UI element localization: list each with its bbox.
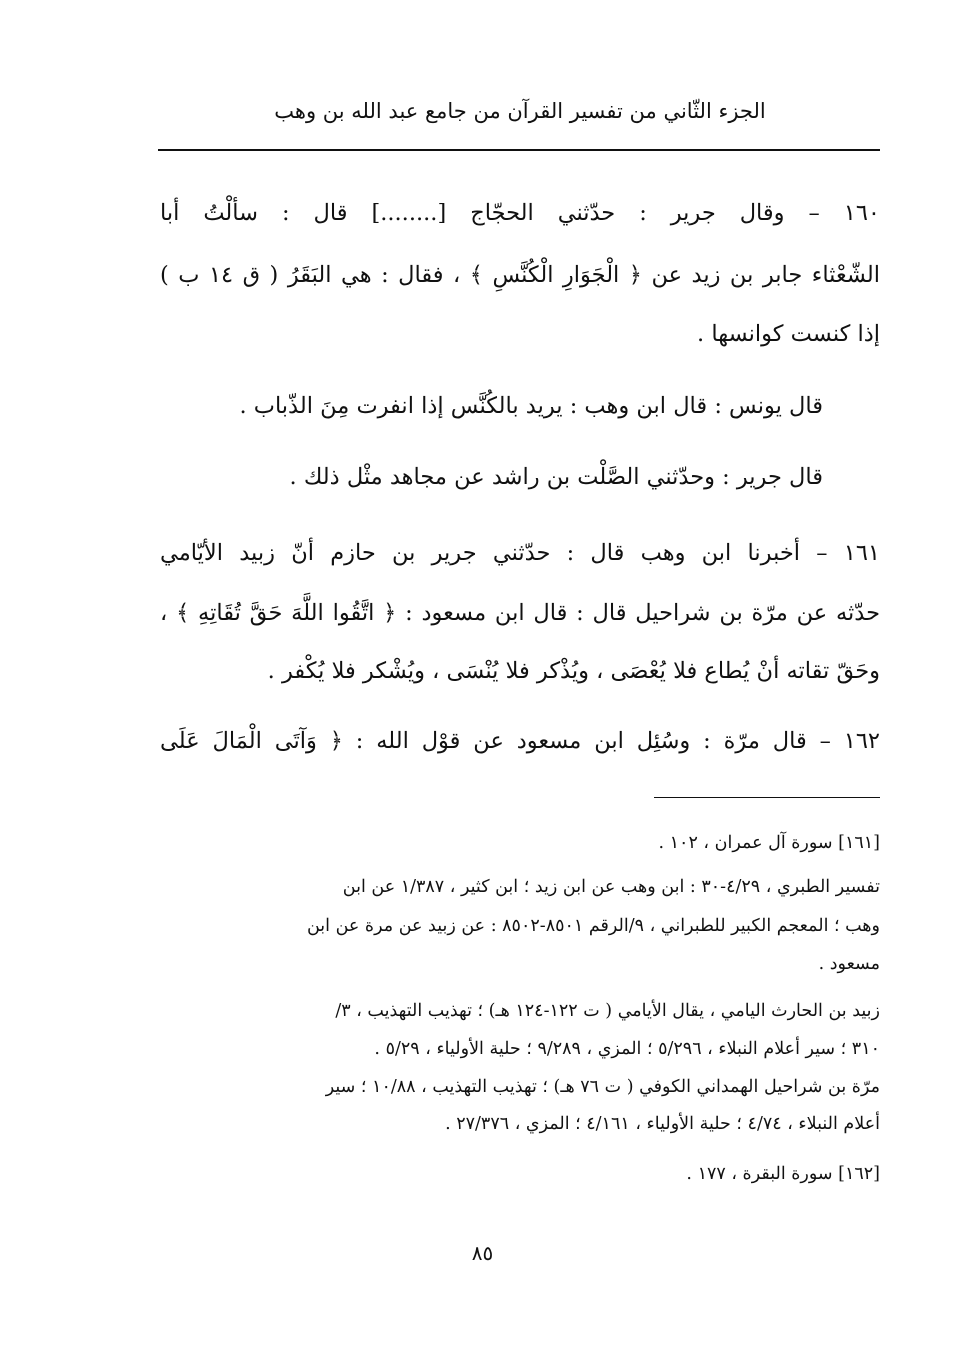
body-line-9: ١٦٢ – قال مرّة : وسُئِل ابن مسعود عن قوْل الله : ﴿ وَآتَى الْمَالَ عَلَى [160, 728, 880, 754]
footnote-divider [654, 797, 880, 798]
body-line-8: وحَقّ تقاته أنْ يُطاع فلا يُعْصَى ، ويُذْكر فلا يُنْسَى ، ويُشْكر فلا يُكْفر . [267, 658, 880, 684]
footnote-line-7: مرّة بن شراحيل الهمداني الكوفي ( ت ٧٦ هـ) ؛ تهذيب التهذيب ، ١٠/٨٨ ؛ سير [325, 1077, 880, 1097]
footnote-line-1: [١٦١] سورة آل عمران ، ١٠٢ . [658, 833, 880, 853]
footnote-line-9: [١٦٢] سورة البقرة ، ١٧٧ . [686, 1164, 880, 1184]
footnote-line-8: أعلام النبلاء ، ٤/٧٤ ؛ حلية الأولياء ، ٤/١٦١ ؛ المزي ، ٢٧/٣٧٦ . [445, 1114, 880, 1134]
body-line-3: إذا كنست كوانسها . [697, 321, 880, 347]
footnote-line-4: مسعود . [818, 954, 880, 974]
body-line-7: حدّثه عن مرّة بن شراحيل قال : قال ابن مسعود : ﴿ اتَّقُوا اللَّهَ حَقَّ تُقَاتِهِ ﴾ ، [160, 600, 880, 626]
body-line-6: ١٦١ – أخبرنا ابن وهب قال : حدّثني جرير بن حازم أنّ زبيد الأيّامي [160, 540, 880, 566]
page-number: ٨٥ [471, 1241, 494, 1265]
body-line-2: الشّعْثاء جابر بن زيد عن ﴿ الْجَوَارِ الْكُنَّسِ ﴾ ، فقال : هي البَقَرُ ( ق ١٤ ب ) [160, 262, 881, 288]
footnote-line-3: وهب ؛ المعجم الكبير للطبراني ، ٩/الرقم ٨٥٠١-٨٥٠٢ : عن زبيد عن مرة عن ابن [306, 916, 880, 936]
footnote-line-5: زبيد بن الحارث اليامي ، يقال الأيامي ( ت ١٢٢-١٢٤ هـ) ؛ تهذيب التهذيب ، ٣/ [335, 1001, 880, 1021]
body-line-4: قال يونس : قال ابن وهب : يريد بالكُنَّس إذا انفرت مِنَ الذّباب . [239, 393, 823, 419]
footnote-line-6: ٣١٠ ؛ سير أعلام النبلاء ، ٥/٢٩٦ ؛ المزي ، ٩/٢٨٩ ؛ حلية الأولياء ، ٥/٢٩ . [374, 1039, 880, 1059]
body-line-1: ١٦٠ – وقال جرير : حدّثني الحجّاج [........] قال : سألْتُ أبا [160, 200, 880, 226]
running-header: الجزء الثّاني من تفسير القرآن من جامع عبد الله بن وهب [274, 99, 766, 123]
body-line-5: قال جرير : وحدّثني الصَّلْت بن راشد عن مجاهد مثْل ذلك . [289, 464, 823, 490]
footnote-line-2: تفسير الطبري ، ٤/٢٩-٣٠ : ابن وهب عن ابن زيد ؛ ابن كثير ، ١/٣٨٧ عن ابن [342, 877, 880, 897]
header-divider [158, 149, 880, 151]
